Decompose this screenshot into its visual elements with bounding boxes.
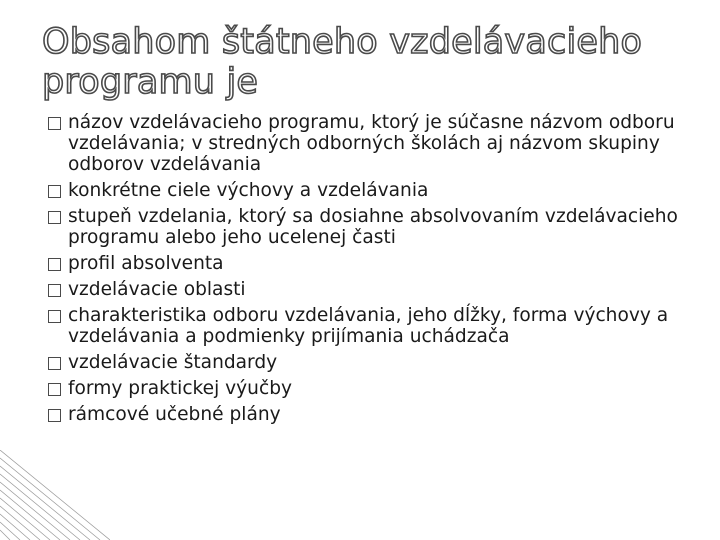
bullet-item (48, 404, 718, 425)
bullet-item (48, 279, 718, 300)
bullet-text: rámcové učebné plány (68, 404, 281, 425)
bullet-text: formy praktickej výučby (68, 378, 292, 399)
bullet-text: vzdelávacie štandardy (68, 352, 278, 373)
checkbox-bullet-icon (48, 284, 61, 297)
corner-decoration (0, 450, 110, 540)
checkbox-bullet-icon (48, 211, 61, 224)
bullet-item (48, 378, 718, 399)
checkbox-bullet-icon (48, 310, 61, 323)
slide-title-line-1: Obsahom štátneho vzdelávacieho (42, 22, 643, 62)
checkbox-bullet-icon (48, 383, 61, 396)
checkbox-bullet-icon (48, 409, 61, 422)
checkbox-bullet-icon (48, 258, 61, 271)
checkbox-bullet-icon (48, 357, 61, 370)
bullet-text: charakteristika odboru vzdelávania, jeho dĺžky, forma výchovy a vzdelávania a podmienky prijímania uchádzača (68, 305, 669, 347)
bullet-list (48, 112, 718, 430)
slide-title (42, 22, 702, 102)
bullet-text: vzdelávacie oblasti (68, 279, 246, 300)
checkbox-bullet-icon (48, 117, 61, 130)
bullet-text: názov vzdelávacieho programu, ktorý je súčasne názvom odboru vzdelávania; v stredných odborných školách aj názvom skupiny odborov vzdelávania (68, 112, 675, 175)
bullet-item (48, 206, 718, 248)
bullet-text: konkrétne ciele výchovy a vzdelávania (68, 180, 429, 201)
bullet-text: profil absolventa (68, 253, 224, 274)
bullet-text: stupeň vzdelania, ktorý sa dosiahne absolvovaním vzdelávacieho programu alebo jeho ucelenej časti (68, 206, 678, 248)
slide-title-line-2: programu je (42, 62, 259, 102)
bullet-item (48, 253, 718, 274)
bullet-item (48, 180, 718, 201)
bullet-item (48, 305, 718, 347)
bullet-item (48, 112, 718, 175)
checkbox-bullet-icon (48, 185, 61, 198)
bullet-item (48, 352, 718, 373)
